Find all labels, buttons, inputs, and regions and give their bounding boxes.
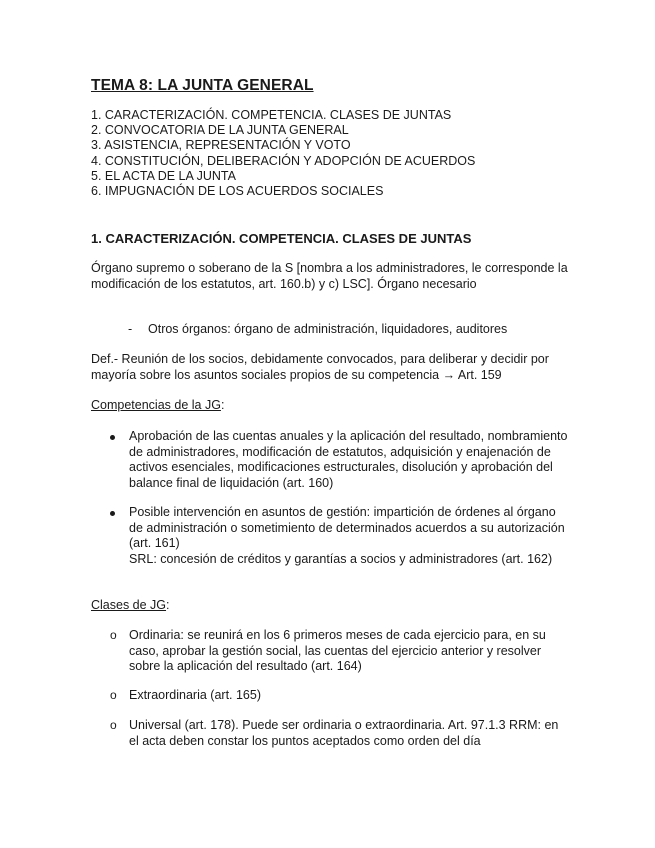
document-title: TEMA 8: LA JUNTA GENERAL: [91, 77, 314, 94]
list-item: [110, 505, 570, 585]
circle-bullet-icon: o: [110, 718, 117, 732]
intro-paragraph: Órgano supremo o soberano de la S [nombra a los administradores, le corresponde la modificación de los estatutos, art. 160.b) y c) LSC]. Órgano necesario: [91, 261, 568, 291]
circle-bullet-icon: o: [110, 628, 117, 642]
list-item: [110, 429, 570, 493]
circle-bullet-icon: o: [110, 688, 117, 702]
list-item-text: Universal (art. 178). Puede ser ordinaria o extraordinaria. Art. 97.1.3 RRM: en el acta deben constar los puntos aceptados como orden del día: [129, 718, 559, 748]
dash-marker: -: [128, 322, 133, 336]
competencias-heading: [91, 398, 224, 412]
bullet-icon: [110, 429, 126, 445]
other-organs-text: Otros órganos: órgano de administración, liquidadores, auditores: [148, 322, 508, 336]
list-item-main: Posible intervención en asuntos de gestión: impartición de órdenes al órgano de administración o sometimiento de determinados acuerdos a su autorización (art. 161): [129, 505, 565, 550]
competencias-colon: :: [220, 398, 225, 412]
toc-item: 2. CONVOCATORIA DE LA JUNTA GENERAL: [91, 123, 349, 138]
toc-item: 6. IMPUGNACIÓN DE LOS ACUERDOS SOCIALES: [91, 184, 384, 199]
toc-item: 1. CARACTERIZACIÓN. COMPETENCIA. CLASES DE JUNTAS: [91, 108, 452, 122]
list-item: [110, 628, 570, 676]
table-of-contents: [91, 108, 475, 199]
toc-item: 3. ASISTENCIA, REPRESENTACIÓN Y VOTO: [91, 138, 351, 153]
bullet-icon: [110, 505, 126, 521]
list-item-text: Ordinaria: se reunirá en los 6 primeros meses de cada ejercicio para, en su caso, aprobar la gestión social, las cuentas del ejercicio anterior y resolver sobre la aplicación del resultado (art. 164): [129, 628, 546, 673]
definition-paragraph: Def.- Reunión de los socios, debidamente convocados, para deliberar y decidir por mayoría sobre los asuntos sociales propios de su competencia → Art. 159: [91, 352, 549, 382]
list-item: [110, 718, 570, 750]
clases-heading: [91, 598, 170, 612]
toc-item: 5. EL ACTA DE LA JUNTA: [91, 168, 236, 183]
list-item-text: Extraordinaria (art. 165): [129, 688, 262, 702]
list-item: [110, 688, 570, 704]
clases-colon: :: [166, 598, 170, 612]
list-item-text: [129, 505, 570, 567]
other-organs-item: [128, 322, 507, 338]
section-heading: 1. CARACTERIZACIÓN. COMPETENCIA. CLASES DE JUNTAS: [91, 231, 472, 246]
list-item-text: Aprobación de las cuentas anuales y la aplicación del resultado, nombramiento de administradores, modificación de estatutos, adquisición y enajenación de activos esenciales, modificaciones estructurales, disolución y aprobación del balance final de liquidación (art. 160): [129, 429, 568, 490]
competencias-heading-text: Competencias de la JG: [91, 398, 221, 412]
clases-heading-text: Clases de JG: [91, 598, 167, 612]
srl-note: SRL: concesión de créditos y garantías a socios y administradores (art. 162): [129, 551, 553, 566]
toc-item: 4. CONSTITUCIÓN, DELIBERACIÓN Y ADOPCIÓN DE ACUERDOS: [91, 153, 476, 168]
